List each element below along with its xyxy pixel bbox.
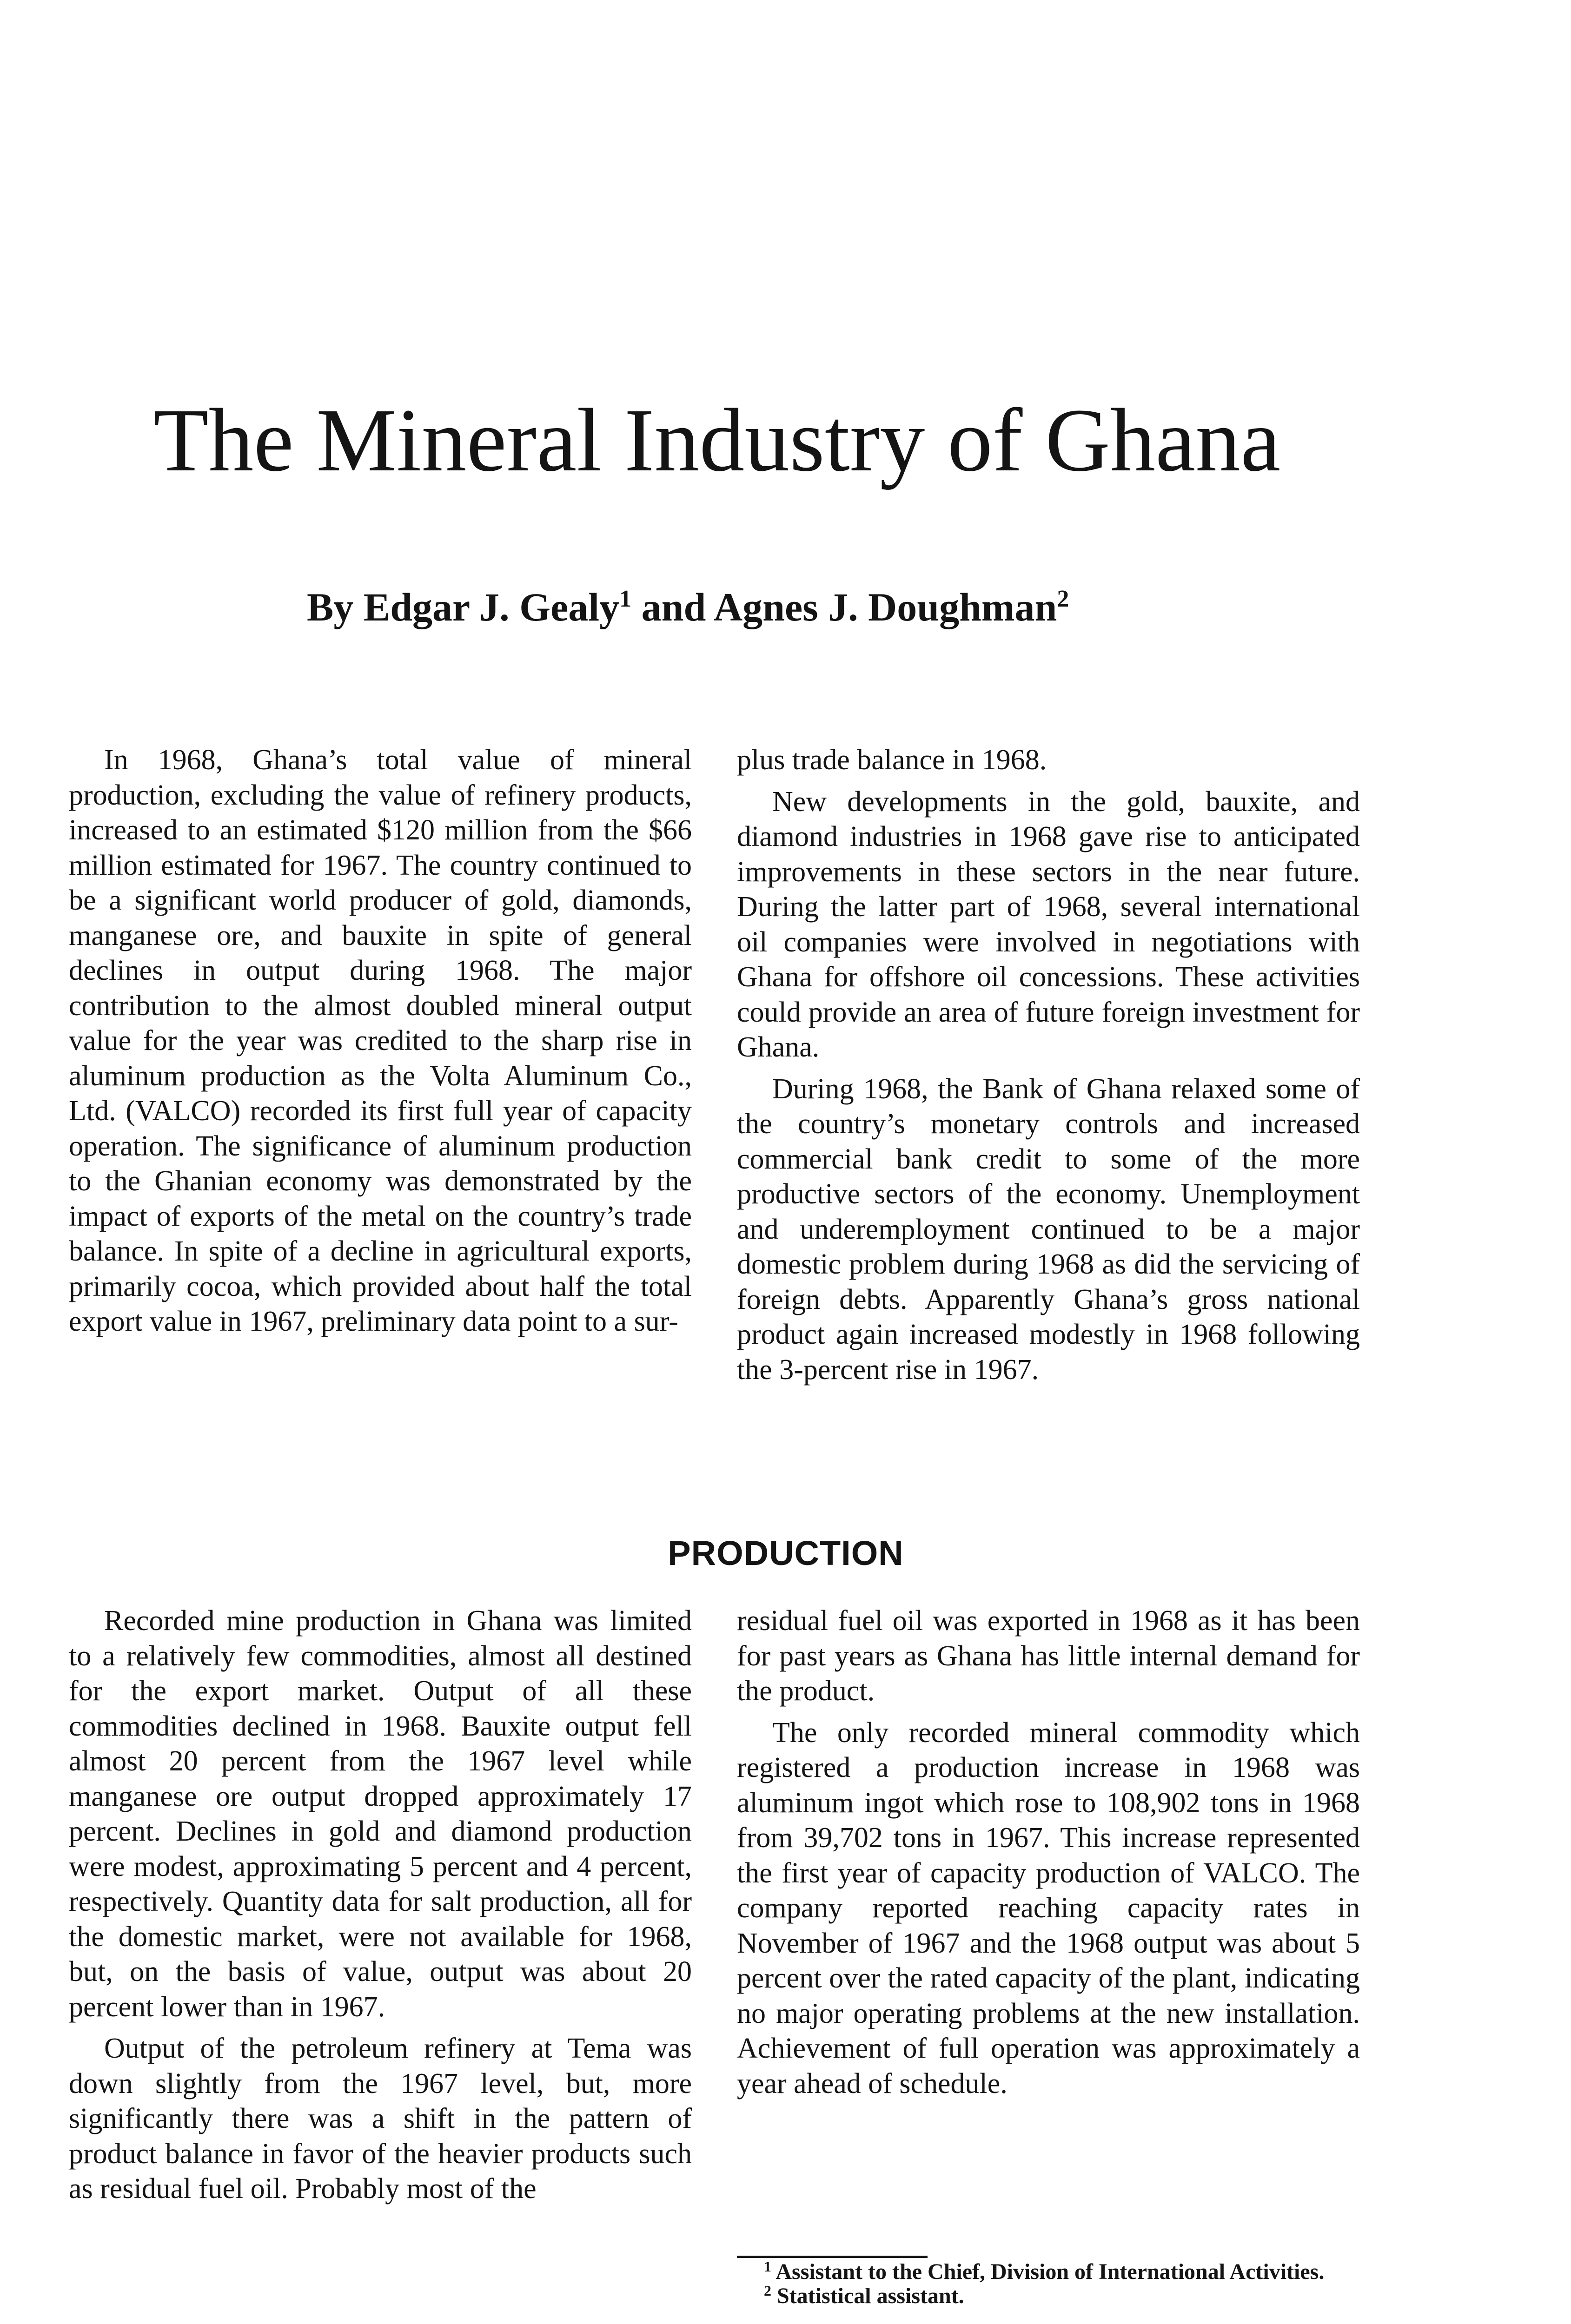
intro-paragraph-3: During 1968, the Bank of Ghana relaxed some of the country’s monetary controls and increased commercial bank credit to some of the more productive sectors of the economy. Unemployment and underemployment continued to be a major domestic problem during 1968 as did the servicing of foreign debts. Apparently Ghana’s gross national product again increased modestly in 1968 following the 3-percent rise in 1967. <box>737 1073 1360 1386</box>
production-left-column <box>69 1604 692 2207</box>
byline <box>307 583 1330 631</box>
production-right-column <box>737 1604 1360 2101</box>
footnote-2 <box>737 2284 1360 2308</box>
production-paragraph-2-continued: residual fuel oil was exported in 1968 as it has been for past years as Ghana has little internal demand for the product. <box>737 1605 1360 1707</box>
footnote-ref-1: 1 <box>619 586 632 612</box>
author-1: By Edgar J. Gealy <box>307 585 620 629</box>
article-title: The Mineral Industry of Ghana <box>153 390 1281 490</box>
intro-paragraph-2: New developments in the gold, bauxite, and diamond industries in 1968 gave rise to anticipated improvements in these sectors in the near future. During the latter part of 1968, several international oil companies were involved in negotiations with Ghana for offshore oil concessions. These activities could provide an area of future foreign investment for Ghana. <box>737 786 1360 1063</box>
intro-paragraph-1-continued: plus trade balance in 1968. <box>737 744 1047 776</box>
production-paragraph-1: Recorded mine production in Ghana was limited to a relatively few commodities, almost all destined for the export market. Output of all these commodities declined in 1968. Bauxite output fell almost 20 percent from the 1967 level while manganese ore output dropped approximately 17 percent. Declines in gold and diamond production were modest, approximating 5 percent and 4 percent, respectively. Quantity data for salt production, all for the domestic market, were not available for 1968, but, on the basis of value, output was about 20 percent lower than in 1967. <box>69 1605 692 2023</box>
footnote-2-text: Statistical assistant. <box>771 2284 964 2308</box>
footnote-1-mark: 1 <box>764 2258 771 2275</box>
intro-right-column <box>737 743 1360 1387</box>
production-paragraph-2: Output of the petroleum refinery at Tema was down slightly from the 1967 level, but, more significantly there was a shift in the pattern of product balance in favor of the heavier products such as residual fuel oil. Probably most of the <box>69 2033 692 2205</box>
footnote-1-text: Assistant to the Chief, Division of International Activities. <box>771 2259 1325 2284</box>
production-paragraph-3: The only recorded mineral commodity which registered a production increase in 1968 was aluminum ingot which rose to 108,902 tons in 1968 from 39,702 tons in 1967. This increase represented the first year of capacity production of VALCO. The company reported reaching capacity rates in November of 1967 and the 1968 output was about 5 percent over the rated capacity of the plant, indicating no major operating problems at the new installation. Achievement of full operation was approximately a year ahead of schedule. <box>737 1717 1360 2100</box>
intro-left-column <box>69 743 692 1340</box>
intro-paragraph-1: In 1968, Ghana’s total value of mineral production, excluding the value of refinery products, increased to an estimated $120 million from the $66 million estimated for 1967. The country continued to be a significant world producer of gold, diamonds, manganese ore, and bauxite in spite of general declines in output during 1968. The major contribution to the almost doubled mineral output value for the year was credited to the sharp rise in aluminum production as the Volta Aluminum Co., Ltd. (VALCO) recorded its first full year of capacity operation. The significance of aluminum production to the Ghanian economy was demonstrated by the impact of exports of the metal on the country’s trade balance. In spite of a decline in agricultural exports, primarily cocoa, which provided about half the total export value in 1967, preliminary data point to a sur- <box>69 744 692 1337</box>
section-heading-production: PRODUCTION <box>668 1534 904 1572</box>
footnote-1 <box>737 2260 1360 2284</box>
footnotes <box>737 2260 1360 2308</box>
footnote-ref-2: 2 <box>1057 586 1069 612</box>
footnote-2-mark: 2 <box>764 2282 771 2299</box>
author-2: and Agnes J. Doughman <box>631 585 1057 629</box>
